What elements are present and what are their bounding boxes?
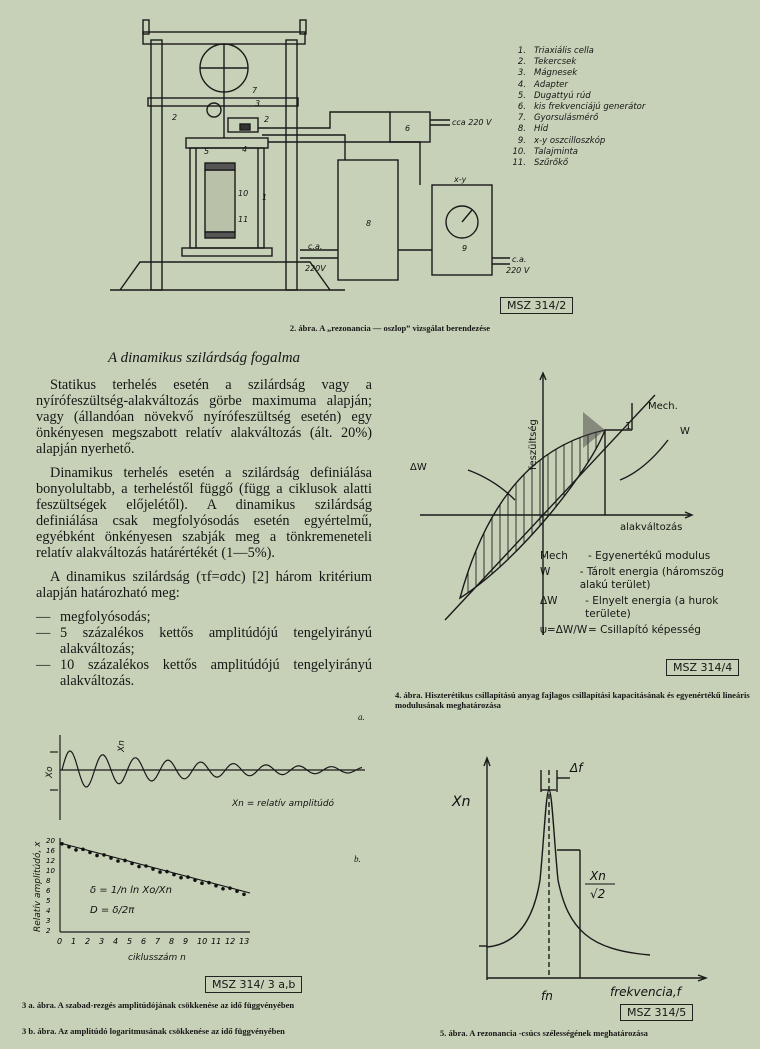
def-key: ψ=ΔW/W <box>540 623 588 636</box>
fig3-note: Xn = relatív amplitúdó <box>232 799 335 809</box>
fig5-caption: 5. ábra. A rezonancia -csúcs szélességének meghatározása <box>440 1028 648 1038</box>
y-tick-label: 3 <box>46 917 51 925</box>
def-value: - Elnyelt energia (a hurok területe) <box>585 594 719 620</box>
y-tick-label: 12 <box>46 857 55 865</box>
y-tick-label: 6 <box>46 887 51 895</box>
fig4-w: W <box>680 426 690 437</box>
fig3-formula-2: D = δ/2π <box>90 905 135 916</box>
part-number: 9 <box>462 244 468 253</box>
part-number: 8 <box>366 219 372 228</box>
fig5-fn: fn <box>541 989 553 1003</box>
fig2-caption: 2. ábra. A „rezonancia — oszlop” vizsgálat berendezése <box>289 323 491 333</box>
label-220-right: 220 V <box>506 266 530 275</box>
def-key: W <box>540 565 551 578</box>
y-tick-label: 20 <box>46 837 55 845</box>
part-number: 10 <box>238 189 249 198</box>
y-tick-label: 10 <box>46 867 55 875</box>
x-tick-label: 1 <box>71 937 77 946</box>
criteria-item: — megfolyósodás; <box>36 609 372 625</box>
fig3-xlabel: ciklusszám n <box>128 953 186 963</box>
def-value: - Egyenertékű modulus <box>588 550 711 562</box>
label-xy: x-y <box>454 175 467 184</box>
y-tick-label: 5 <box>46 897 51 905</box>
legend-item: 11. Szűrőkő <box>512 158 569 169</box>
y-tick-label: 8 <box>46 877 51 885</box>
part-number: 6 <box>405 124 411 133</box>
fig5-stamp: MSZ 314/5 <box>620 1004 693 1021</box>
legend-item: 1. Triaxiális cella <box>517 46 594 56</box>
fig3-caption-b: 3 b. ábra. Az amplitúdó logaritmusának csökkenése az idő függvényében <box>22 1026 285 1036</box>
x-tick-label: 10 <box>197 937 208 946</box>
fig4-mech: Mech. <box>648 401 678 412</box>
x-tick-label: 13 <box>239 937 250 946</box>
x-tick-label: 0 <box>57 937 63 946</box>
part-number: 4 <box>242 145 248 154</box>
fig3-caption-a: 3 a. ábra. A szabad-rezgés amplitúdójának csökkenése az idő függvényében <box>22 1000 295 1010</box>
label-cca-220: cca 220 V <box>452 118 492 127</box>
criteria-item: — 10 százalékos kettős amplitúdójú tengelyirányú alakváltozás. <box>36 657 372 689</box>
fig4-xlabel: alakváltozás <box>620 522 683 533</box>
label-220-left: 220V <box>305 264 326 273</box>
fig4-ylabel: feszültség <box>528 419 539 470</box>
fig5-sqrt2: √2 <box>590 887 606 901</box>
fig2-stamp: MSZ 314/2 <box>500 297 573 314</box>
part-number: 7 <box>252 86 258 95</box>
label-ca-left: c.a. <box>308 242 323 251</box>
x-tick-label: 4 <box>113 937 119 946</box>
part-number: 2 <box>172 113 178 122</box>
legend-item: 2. Tekercsek <box>517 57 577 68</box>
fig4-dw: ΔW <box>410 462 427 473</box>
label-ca-right: c.a. <box>512 255 527 264</box>
fig4-caption: 4. ábra. Hiszterétikus csillapítású anyag fajlagos csillapítási kapacitásának és egyenértékű lineáris modulusának meghatározása <box>395 690 750 710</box>
x-tick-label: 3 <box>99 937 105 946</box>
legend-item: 3. Mágnesek <box>517 68 578 79</box>
fig3-xn: Xn <box>117 740 127 752</box>
part-number: 3 <box>255 99 261 108</box>
part-number: 2 <box>264 115 270 124</box>
x-tick-label: 5 <box>127 937 133 946</box>
y-tick-label: 16 <box>46 847 55 855</box>
x-tick-label: 2 <box>85 937 91 946</box>
paragraph-2: Dinamikus terhelés esetén a szilárdság definiálása bonyolultabb, a terheléstől függő (függ a ciklusok alatti feszültségek előjelétől). A dinamikus szilárdság definiálása csak megfolyósodás esetén egyértelmű, egyébként önkényesen szabják meg a tönkremeneteli relatív alakváltozás határértékét (1—5%). <box>36 465 372 561</box>
def-value: = Csillapító képesség <box>588 623 701 636</box>
fig5-delta-f: Δf <box>570 761 583 775</box>
criteria-item: — 5 százalékos kettős amplitúdójú tengelyirányú alakváltozás; <box>36 625 372 657</box>
legend-item: 5. Dugattyú rúd <box>517 90 591 101</box>
fig5-xn-over-sqrt2: Xn <box>590 869 606 883</box>
fig5-xlabel: frekvencia,f <box>610 985 681 999</box>
fig5-xn: Xn <box>452 794 471 810</box>
fig4-one: 1 <box>625 421 632 432</box>
paragraph-1: Statikus terhelés esetén a szilárdság vagy a nyírófeszültség-alakváltozás görbe maximuma alapján; vagy (állandóan növekvő nyírófeszültség esetén) egy önkényesen megszabott relatív alakváltozás (ált. 20%) alapján nyerhető. <box>36 377 372 457</box>
x-tick-label: 11 <box>211 937 222 946</box>
x-tick-label: 12 <box>225 937 236 946</box>
fig3-label-b: b. <box>354 854 361 864</box>
y-tick-label: 4 <box>46 907 51 915</box>
def-key: Mech <box>540 550 568 562</box>
legend-item: 6. kis frekvenciájú generátor <box>517 102 646 113</box>
paragraph-3: A dinamikus szilárdság (τf=σdc) [2] három kritérium alapján határozható meg: <box>36 569 372 601</box>
fig3-xo: Xo <box>45 766 55 778</box>
x-tick-label: 8 <box>169 937 175 946</box>
x-tick-label: 7 <box>155 937 161 946</box>
part-number: 11 <box>238 215 249 224</box>
legend-item: 10. Talajminta <box>512 146 579 157</box>
fig3-stamp: MSZ 314/ 3 a,b <box>205 976 302 993</box>
def-key: ΔW <box>540 594 558 607</box>
fig4-stamp: MSZ 314/4 <box>666 659 739 676</box>
x-tick-label: 9 <box>183 937 189 946</box>
legend-item: 7. Gyorsulásmérő <box>517 113 599 124</box>
legend-item: 8. Híd <box>517 124 549 135</box>
section-title: A dinamikus szilárdság fogalma <box>107 350 301 366</box>
x-tick-label: 6 <box>141 937 147 946</box>
y-tick-label: 2 <box>46 927 51 935</box>
part-number: 1 <box>262 193 268 202</box>
def-value: - Tárolt energia (háromszög alakú terület) <box>579 565 724 591</box>
legend-item: 4. Adapter <box>517 79 568 90</box>
part-number: 5 <box>204 147 210 156</box>
legend-item: 9. x-y oszcilloszkóp <box>517 135 606 146</box>
fig3-ylabel: Relatív amplitúdó, x <box>33 841 43 932</box>
fig3-label-a: a. <box>358 712 365 722</box>
fig3-formula-1: δ = 1/n ln Xo/Xn <box>90 885 172 896</box>
